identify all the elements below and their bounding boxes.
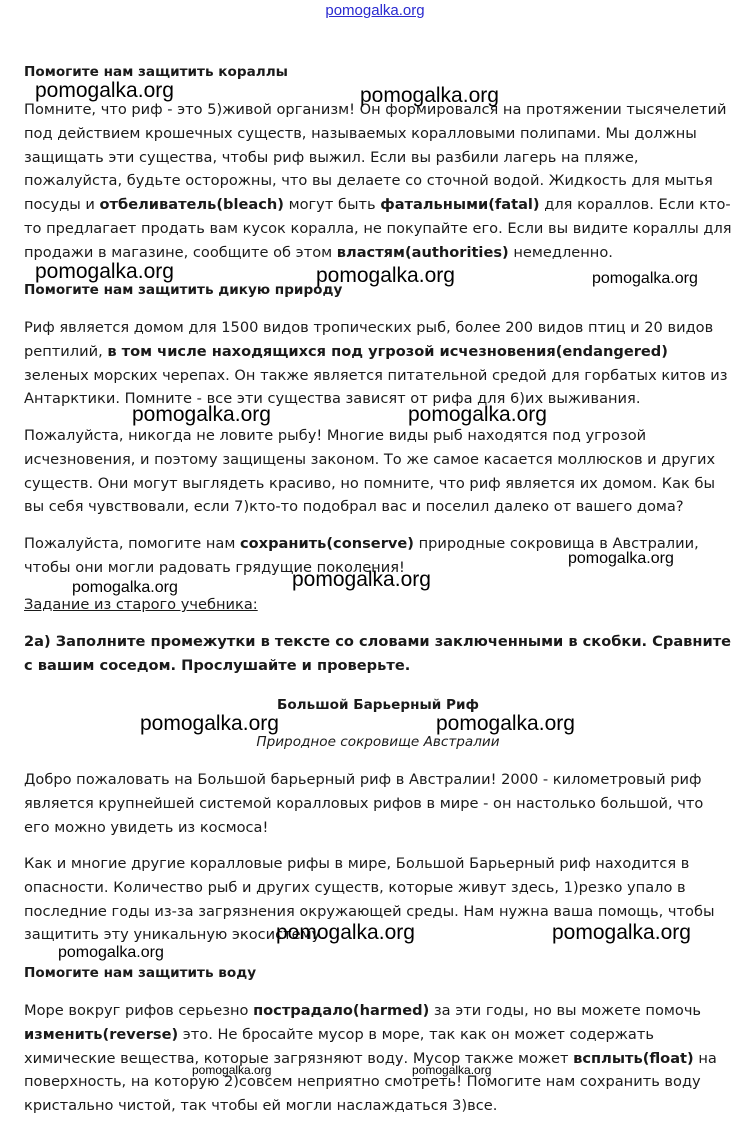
paragraph-wildlife-1: Риф является домом для 1500 видов тропических рыб, более 200 видов птиц и 20 видов рептилий, в том числе находящихся под угрозой исчезновения(endangered) зеленых морских черепах. Он также является питательной средой для горбатых китов из Антарктики. Помните - все эти существа зависят от рифа для 6)их выживания. [24, 319, 728, 408]
site-header-link[interactable]: pomogalka.org [325, 2, 425, 19]
watermark-logo: pomogalka.org [276, 921, 415, 944]
old-textbook-label: Задание из старого учебника: [24, 596, 258, 613]
watermark-logo: pomogalka.org [316, 264, 455, 287]
heading-protect-water: Помогите нам защитить воду [24, 965, 257, 981]
paragraph-wildlife-3: Пожалуйста, помогите нам сохранить(conserve) природные сокровища в Австралии, чтобы они могли радовать грядущие поколения! [24, 535, 699, 576]
watermark-logo: pomogalka.org [35, 260, 174, 283]
watermark-logo: pomogalka.org [412, 1063, 492, 1077]
watermark-logo: pomogalka.org [360, 84, 499, 107]
watermark-logo: pomogalka.org [35, 79, 174, 102]
watermark-logo: pomogalka.org [58, 944, 164, 961]
watermark-logo: pomogalka.org [408, 403, 547, 426]
watermark-logo: pomogalka.org [552, 921, 691, 944]
article-paragraph-1: Добро пожаловать на Большой барьерный риф в Австралии! 2000 - километровый риф является крупнейшей системой коралловых рифов в мире - он настолько большой, что его можно увидеть из космоса! [24, 771, 704, 836]
watermark-logo: pomogalka.org [132, 403, 271, 426]
task-instruction: 2a) Заполните промежутки в тексте со словами заключенными в скобки. Сравните с вашим соседом. Прослушайте и проверьте. [24, 633, 732, 674]
heading-protect-corals: Помогите нам защитить кораллы [24, 64, 288, 80]
watermark-logo: pomogalka.org [436, 712, 575, 735]
watermark-logo: pomogalka.org [192, 1063, 272, 1077]
heading-protect-wildlife: Помогите нам защитить дикую природу [24, 282, 343, 298]
paragraph-water: Море вокруг рифов серьезно пострадало(harmed) за эти годы, но вы можете помочь изменить(reverse) это. Не бросайте мусор в море, так как он может содержать химические вещества, которые загрязняют воду. Мусор также может всплыть(float) на поверхность, на которую 2)совсем неприятно смотреть! Помогите нам сохранить воду кристально чистой, так чтобы ей могли наслаждаться 3)все. [24, 1002, 717, 1115]
article-title: Большой Барьерный Риф [276, 697, 479, 713]
watermark-logo: pomogalka.org [72, 579, 178, 596]
paragraph-wildlife-2: Пожалуйста, никогда не ловите рыбу! Многие виды рыб находятся под угрозой исчезновения, и поэтому защищены законом. То же самое касается моллюсков и других существ. Они могут выглядеть красиво, но помните, что риф является их домом. Как бы вы себя чувствовали, если 7)кто-то подобрал вас и поселил далеко от вашего дома? [24, 427, 716, 516]
article-paragraph-2: Как и многие другие коралловые рифы в мире, Большой Барьерный риф находится в опасности. Количество рыб и других существ, которые живут здесь, 1)резко упало в последние годы из-за загрязнения окружающей среды. Нам нужна ваша помощь, чтобы защитить эту уникальную экосистему. [24, 855, 715, 944]
paragraph-corals: Помните, что риф - это 5)живой организм! Он формировался на протяжении тысячелетий под действием крошечных существ, называемых коралловыми полипами. Мы должны защищать эти существа, чтобы риф выжил. Если вы разбили лагерь на пляже, пожалуйста, будьте осторожны, что вы делаете со сточной водой. Жидкость для мытья посуды и отбеливатель(bleach) могут быть фатальными(fatal) для кораллов. Если кто-то предлагает продать вам кусок коралла, не покупайте его. Если вы видите кораллы для продажи в магазине, сообщите об этом властям(authorities) немедленно. [24, 101, 732, 261]
watermark-logo: pomogalka.org [592, 270, 698, 287]
article-subtitle: Природное сокровище Австралии [256, 734, 500, 750]
watermark-logo: pomogalka.org [140, 712, 279, 735]
watermark-logo: pomogalka.org [568, 550, 674, 567]
watermark-logo: pomogalka.org [292, 568, 431, 591]
